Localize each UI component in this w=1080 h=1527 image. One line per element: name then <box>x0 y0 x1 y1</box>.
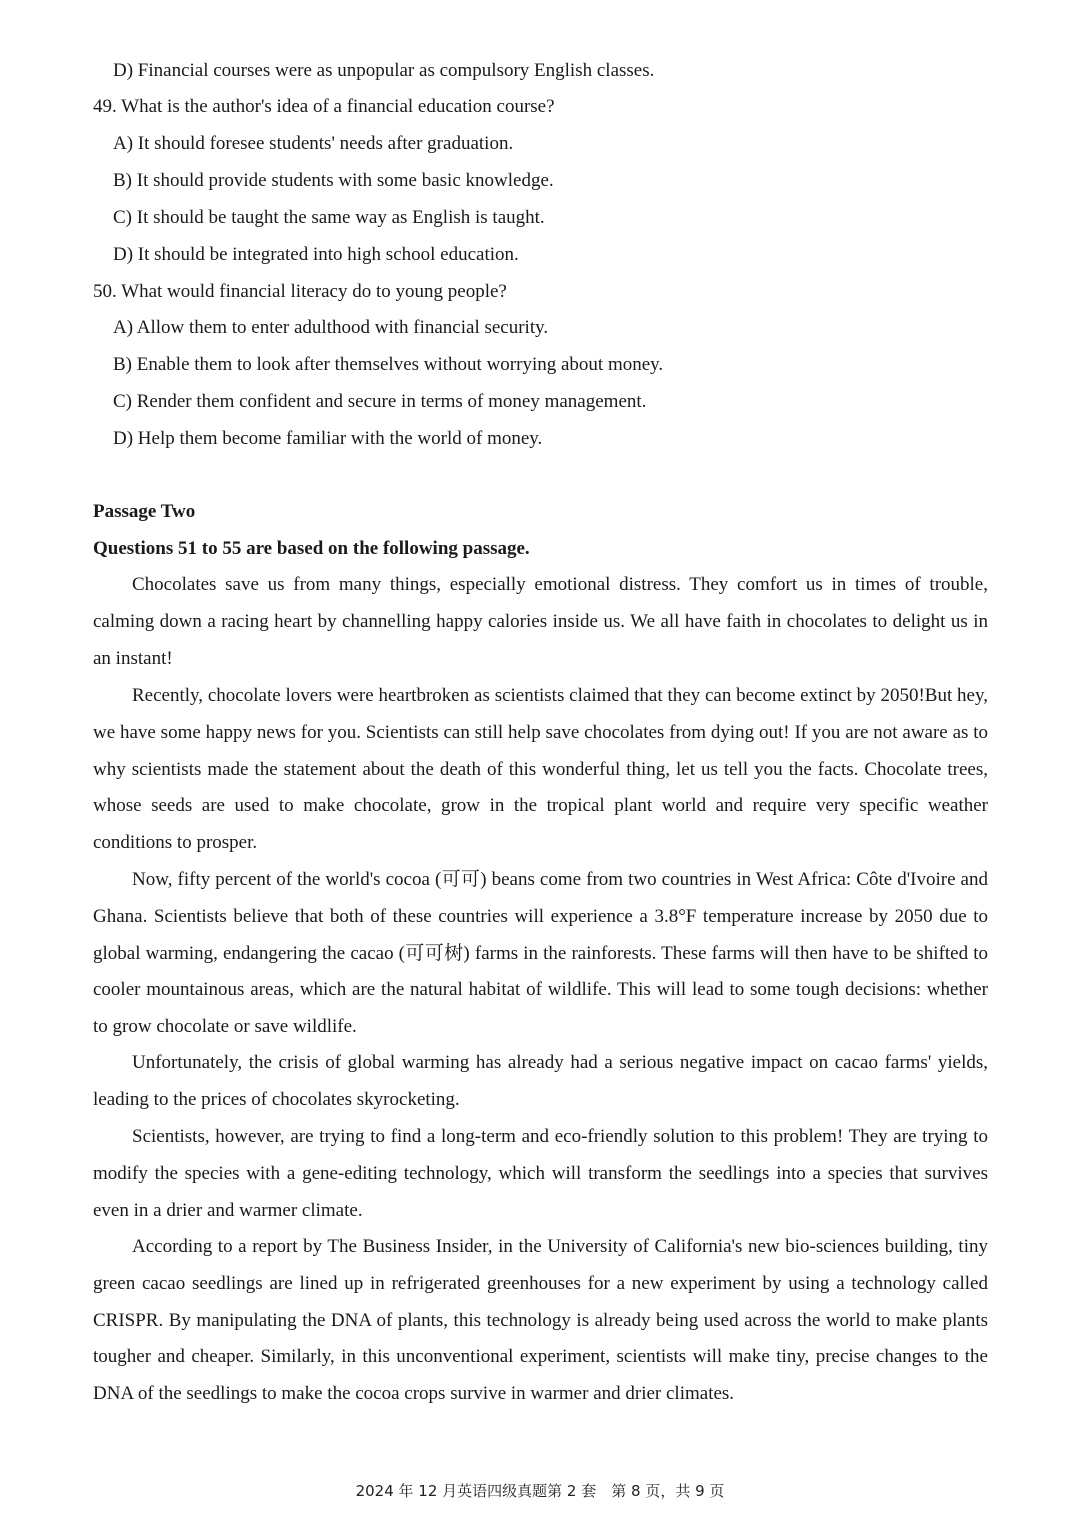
q50-option-a: A) Allow them to enter adulthood with financial security. <box>113 317 549 338</box>
passage-paragraph-3: Now, fifty percent of the world's cocoa (可可) beans come from two countries in West Africa: Côte d'Ivoire and Ghana. Scientists believe that both of these countries will experience a 3.8°F temperature increase by 2050 due to global warming, endangering the cacao (可可树) farms in the rainforests. These farms will then have to be shifted to cooler mountainous areas, which are the natural habitat of wildlife. This will lead to some tough decisions: whether to grow chocolate or save wildlife. <box>93 869 988 1038</box>
page-footer: 2024 年 12 月英语四级真题第 2 套 第 8 页，共 9 页 <box>355 1482 725 1500</box>
passage-paragraph-1: Chocolates save us from many things, especially emotional distress. They comfort us in times of trouble, calming down a racing heart by channelling happy calories inside us. We all have faith in chocolates to delight us in an instant! <box>93 574 988 669</box>
q50-option-c: C) Render them confident and secure in terms of money management. <box>113 391 647 412</box>
q49-stem: 49. What is the author's idea of a financial education course? <box>93 96 555 117</box>
passage-paragraph-6: According to a report by The Business Insider, in the University of California's new bio-sciences building, tiny green cacao seedlings are lined up in refrigerated greenhouses for a new experiment by using a technology called CRISPR. By manipulating the DNA of plants, this technology is already being used across the world to make plants tougher and cheaper. Similarly, in this unconventional experiment, scientists will make tiny, precise changes to the DNA of the seedlings to make the cocoa crops survive in warmer and drier climates. <box>93 1236 988 1405</box>
q50-option-d: D) Help them become familiar with the world of money. <box>113 428 543 449</box>
q49-option-c: C) It should be taught the same way as English is taught. <box>113 207 545 228</box>
q49-option-a: A) It should foresee students' needs after graduation. <box>113 133 514 154</box>
passage-paragraph-4: Unfortunately, the crisis of global warming has already had a serious negative impact on cacao farms' yields, leading to the prices of chocolates skyrocketing. <box>93 1052 988 1110</box>
passage-paragraph-2: Recently, chocolate lovers were heartbroken as scientists claimed that they can become extinct by 2050!But hey, we have some happy news for you. Scientists can still help save chocolates from dying out! If you are not aware as to why scientists made the statement about the death of this wonderful thing, let us tell you the facts. Chocolate trees, whose seeds are used to make chocolate, grow in the tropical plant world and require very specific weather conditions to prosper. <box>93 685 988 854</box>
passage-instruction: Questions 51 to 55 are based on the following passage. <box>93 538 530 559</box>
q50-stem: 50. What would financial literacy do to young people? <box>93 281 507 302</box>
passage-paragraph-5: Scientists, however, are trying to find a long-term and eco-friendly solution to this problem! They are trying to modify the species with a gene-editing technology, which will transform the seedlings into a species that survives even in a drier and warmer climate. <box>93 1126 988 1221</box>
q50-option-b: B) Enable them to look after themselves without worrying about money. <box>113 354 664 375</box>
q48-option-d: D) Financial courses were as unpopular as compulsory English classes. <box>113 60 655 81</box>
q49-option-b: B) It should provide students with some basic knowledge. <box>113 170 554 191</box>
q49-option-d: D) It should be integrated into high school education. <box>113 244 519 265</box>
passage-title: Passage Two <box>93 501 196 522</box>
